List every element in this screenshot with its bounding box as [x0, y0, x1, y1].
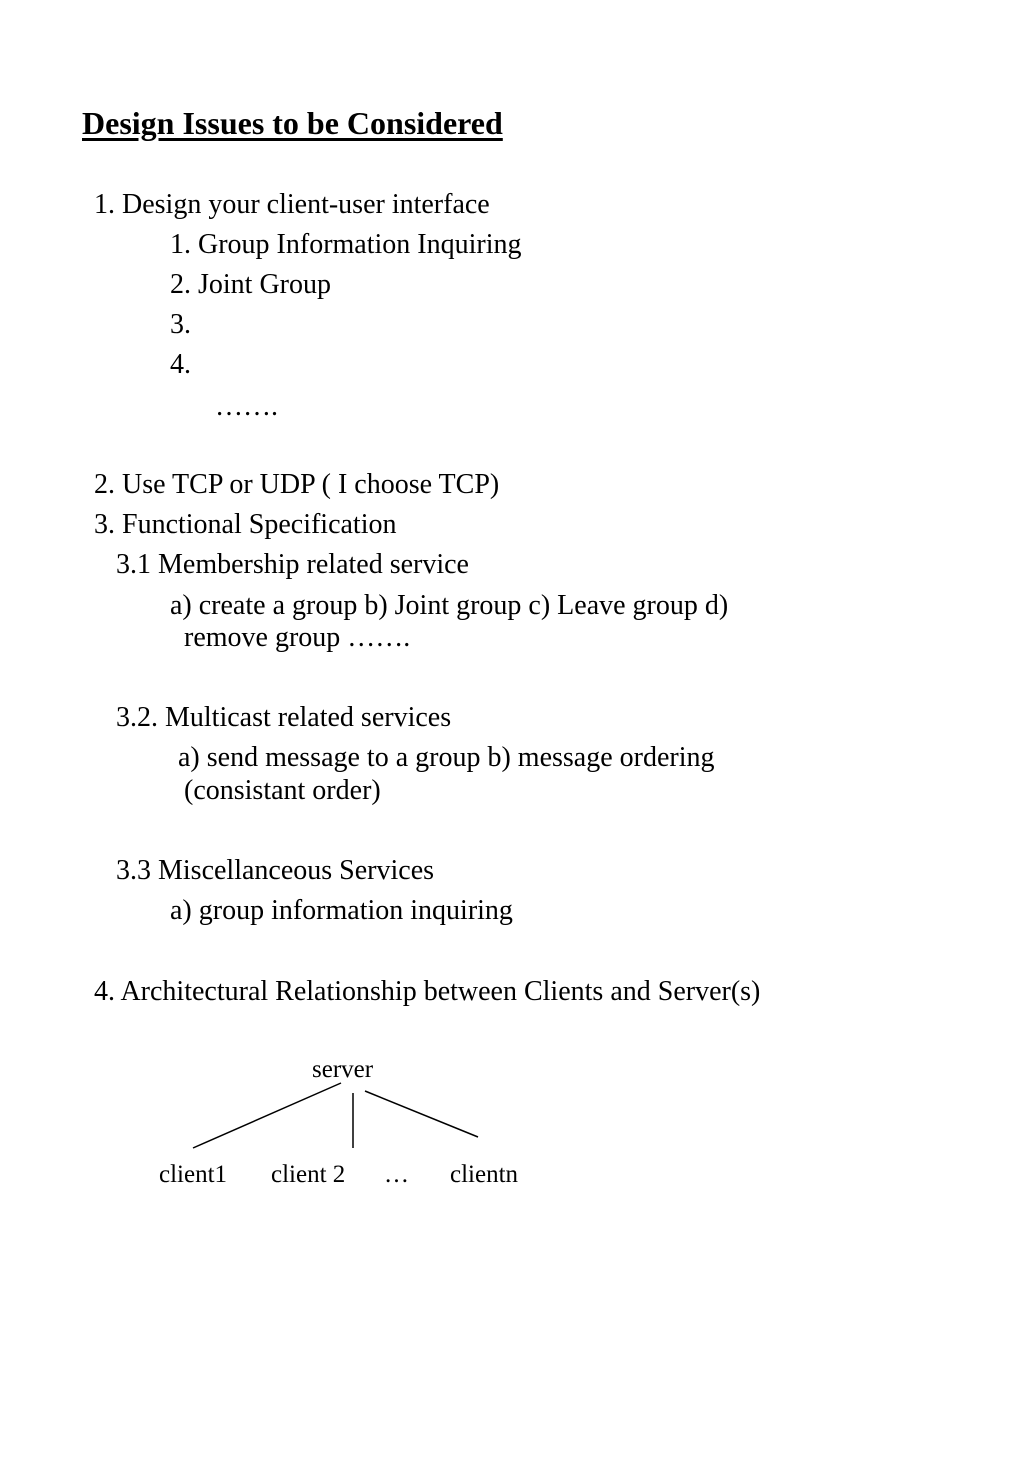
client1-label: client1 — [159, 1161, 228, 1188]
section-3-1-heading: 3.1 Membership related service — [116, 549, 469, 580]
section-1-heading: 1. Design your client-user interface — [94, 189, 490, 220]
connector-client1 — [193, 1083, 341, 1148]
section-1-item-4: 4. — [170, 349, 191, 380]
section-2-heading: 2. Use TCP or UDP ( I choose TCP) — [94, 469, 500, 500]
client2-label: client 2 — [271, 1161, 346, 1188]
connector-clientn — [365, 1091, 478, 1137]
server-node-label: server — [312, 1056, 374, 1083]
section-3-2-heading: 3.2. Multicast related services — [116, 702, 452, 733]
section-3-3-heading: 3.3 Miscellanceous Services — [116, 855, 435, 886]
section-3-1-line-2: remove group ……. — [184, 622, 411, 653]
clientn-label: clientn — [450, 1161, 519, 1188]
section-1-item-2: 2. Joint Group — [170, 269, 331, 300]
section-3-1-line-1: a) create a group b) Joint group c) Leave group d) — [170, 590, 729, 621]
section-1-item-3: 3. — [170, 309, 191, 340]
section-4-heading: 4. Architectural Relationship between Clients and Server(s) — [94, 976, 761, 1007]
section-1-item-1: 1. Group Information Inquiring — [170, 229, 522, 260]
clients-ellipsis: … — [384, 1161, 409, 1188]
section-3-heading: 3. Functional Specification — [94, 509, 397, 540]
page-title: Design Issues to be Considered — [82, 105, 503, 141]
section-3-3-line-1: a) group information inquiring — [170, 895, 513, 926]
section-1-ellipsis: ……. — [215, 391, 278, 422]
section-3-2-line-1: a) send message to a group b) message ordering — [178, 742, 715, 773]
section-3-2-line-2: (consistant order) — [184, 775, 381, 806]
